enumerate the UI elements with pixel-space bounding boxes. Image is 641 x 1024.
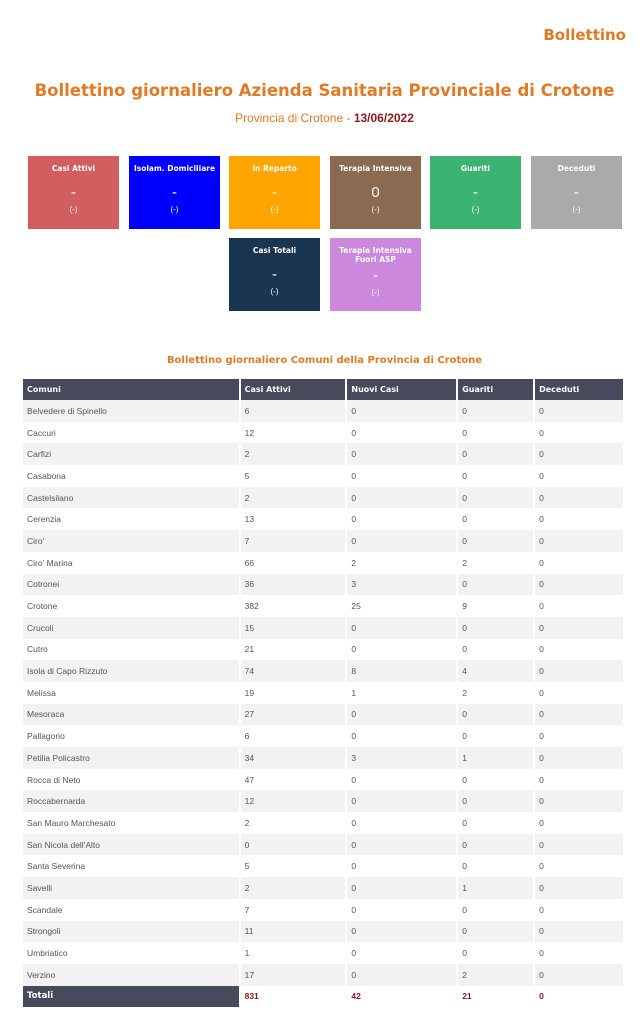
table-cell: 0 <box>534 508 624 530</box>
table-row <box>23 465 624 487</box>
table-cell: 0 <box>346 704 457 726</box>
table-cell: 0 <box>534 921 624 943</box>
table-row <box>23 921 624 943</box>
table-cell: 0 <box>534 530 624 552</box>
table-cell: 0 <box>457 639 534 661</box>
table-cell: 1 <box>457 747 534 769</box>
table-row <box>23 790 624 812</box>
table-cell: 0 <box>346 790 457 812</box>
bulletin-date: 13/06/2022 <box>353 111 414 125</box>
comune-name-cell: Casabona <box>23 465 240 487</box>
table-cell: 17 <box>240 964 347 986</box>
comune-name-cell: Castelsilano <box>23 487 240 509</box>
table-cell: 0 <box>346 877 457 899</box>
comune-name-cell: Umbriatico <box>23 942 240 964</box>
totals-row <box>23 986 624 1007</box>
table-cell: 6 <box>240 400 347 422</box>
totals-cell: 21 <box>457 986 534 1007</box>
table-cell: 0 <box>346 465 457 487</box>
table-cell: 2 <box>240 443 347 465</box>
table-cell: 0 <box>534 812 624 834</box>
page-title: Bollettino giornaliero Azienda Sanitaria Provinciale di Crotone <box>34 81 615 100</box>
column-header: Guariti <box>457 379 534 400</box>
table-cell: 0 <box>457 704 534 726</box>
comune-name-cell: Crotone <box>23 595 240 617</box>
card-label: Casi Totali <box>252 246 297 255</box>
card-value: - <box>71 184 76 201</box>
table-row <box>23 725 624 747</box>
table-row <box>23 704 624 726</box>
table-cell: 1 <box>457 877 534 899</box>
table-cell: 0 <box>534 899 624 921</box>
comune-name-cell: Santa Severina <box>23 855 240 877</box>
table-cell: 19 <box>240 682 347 704</box>
card-sub: (-) <box>170 205 179 214</box>
comune-name-cell: Roccabernarda <box>23 790 240 812</box>
table-cell: 11 <box>240 921 347 943</box>
comuni-table <box>23 379 625 1007</box>
table-cell: 0 <box>457 508 534 530</box>
comune-name-cell: Scandale <box>23 899 240 921</box>
comune-name-cell: Mesoraca <box>23 704 240 726</box>
table-cell: 0 <box>346 812 457 834</box>
table-cell: 0 <box>346 508 457 530</box>
comune-name-cell: Cerenzia <box>23 508 240 530</box>
province-label: Provincia di Crotone <box>235 111 344 125</box>
table-cell: 34 <box>240 747 347 769</box>
table-cell: 0 <box>346 964 457 986</box>
comune-name-cell: San Mauro Marchesato <box>23 812 240 834</box>
table-cell: 0 <box>534 574 624 596</box>
table-cell: 0 <box>534 552 624 574</box>
card-value: - <box>272 184 277 201</box>
card-label: Casi Attivi <box>51 164 96 173</box>
card-label: Terapia Intensiva Fuori ASP <box>339 246 412 264</box>
table-cell: 0 <box>346 443 457 465</box>
table-row <box>23 443 624 465</box>
table-cell: 0 <box>457 617 534 639</box>
comune-name-cell: San Nicola dell'Alto <box>23 834 240 856</box>
table-cell: 0 <box>534 465 624 487</box>
table-cell: 0 <box>457 942 534 964</box>
table-cell: 36 <box>240 574 347 596</box>
table-header-row <box>23 379 624 400</box>
table-cell: 0 <box>534 855 624 877</box>
card-guariti <box>430 156 521 229</box>
table-cell: 9 <box>457 595 534 617</box>
subtitle <box>0 111 641 125</box>
table-cell: 0 <box>457 790 534 812</box>
table-cell: 0 <box>534 487 624 509</box>
card-casi-attivi <box>28 156 119 229</box>
card-sub: (-) <box>371 288 380 297</box>
card-terapia-intensiva <box>330 156 421 229</box>
table-row <box>23 400 624 422</box>
table-row <box>23 834 624 856</box>
table-cell: 13 <box>240 508 347 530</box>
table-cell: 66 <box>240 552 347 574</box>
table-cell: 5 <box>240 465 347 487</box>
table-cell: 0 <box>457 443 534 465</box>
comune-name-cell: Crucoli <box>23 617 240 639</box>
card-sub: (-) <box>270 205 279 214</box>
column-header: Nuovi Casi <box>346 379 457 400</box>
table-cell: 74 <box>240 660 347 682</box>
table-cell: 0 <box>346 855 457 877</box>
table-cell: 0 <box>457 400 534 422</box>
table-row <box>23 899 624 921</box>
table-cell: 2 <box>457 964 534 986</box>
table-cell: 0 <box>346 422 457 444</box>
table-cell: 0 <box>457 574 534 596</box>
table-cell: 0 <box>346 921 457 943</box>
table-cell: 3 <box>346 747 457 769</box>
table-cell: 2 <box>240 877 347 899</box>
table-cell: 0 <box>534 660 624 682</box>
table-cell: 7 <box>240 899 347 921</box>
table-cell: 0 <box>534 942 624 964</box>
table-cell: 0 <box>346 769 457 791</box>
table-row <box>23 747 624 769</box>
table-cell: 0 <box>346 725 457 747</box>
table-cell: 2 <box>457 552 534 574</box>
table-cell: 0 <box>534 639 624 661</box>
table-cell: 0 <box>534 877 624 899</box>
card-value: - <box>574 184 579 201</box>
table-cell: 47 <box>240 769 347 791</box>
table-cell: 0 <box>346 530 457 552</box>
table-cell: 2 <box>457 682 534 704</box>
table-row <box>23 769 624 791</box>
table-cell: 5 <box>240 855 347 877</box>
table-cell: 0 <box>534 595 624 617</box>
comune-name-cell: Ciro' <box>23 530 240 552</box>
table-row <box>23 422 624 444</box>
card-label: Guariti <box>461 164 490 173</box>
card-value: - <box>172 184 177 201</box>
card-label: Deceduti <box>557 164 596 173</box>
table-row <box>23 487 624 509</box>
table-row <box>23 964 624 986</box>
table-cell: 0 <box>346 487 457 509</box>
table-cell: 0 <box>457 725 534 747</box>
card-label: Isolam. Domiciliare <box>133 164 216 173</box>
table-row <box>23 595 624 617</box>
card-value: - <box>373 267 378 284</box>
table-cell: 0 <box>457 465 534 487</box>
comune-name-cell: Cutro <box>23 639 240 661</box>
table-cell: 12 <box>240 422 347 444</box>
table-cell: 0 <box>534 400 624 422</box>
table-cell: 6 <box>240 725 347 747</box>
column-header: Casi Attivi <box>240 379 347 400</box>
totals-label: Totali <box>23 986 240 1007</box>
table-cell: 0 <box>346 400 457 422</box>
comune-name-cell: Ciro' Marina <box>23 552 240 574</box>
table-body <box>23 400 624 986</box>
comune-name-cell: Petilia Policastro <box>23 747 240 769</box>
comune-name-cell: Isola di Capo Rizzuto <box>23 660 240 682</box>
comune-name-cell: Verzino <box>23 964 240 986</box>
table-cell: 0 <box>534 769 624 791</box>
table-cell: 3 <box>346 574 457 596</box>
card-sub: (-) <box>471 205 480 214</box>
table-cell: 0 <box>457 921 534 943</box>
table-cell: 0 <box>457 422 534 444</box>
table-cell: 0 <box>457 834 534 856</box>
table-cell: 0 <box>346 942 457 964</box>
card-in-reparto <box>229 156 320 229</box>
card-sub: (-) <box>572 205 581 214</box>
table-row <box>23 942 624 964</box>
table-cell: 2 <box>346 552 457 574</box>
table-cell: 27 <box>240 704 347 726</box>
card-sub: (-) <box>69 205 78 214</box>
card-value: - <box>473 184 478 201</box>
table-cell: 0 <box>534 964 624 986</box>
table-row <box>23 660 624 682</box>
table-cell: 7 <box>240 530 347 552</box>
card-sub: (-) <box>270 287 279 296</box>
card-value: 0 <box>371 184 380 201</box>
card-isolamento-domiciliare <box>129 156 220 229</box>
table-cell: 0 <box>346 639 457 661</box>
comune-name-cell: Pallagorio <box>23 725 240 747</box>
table-cell: 1 <box>346 682 457 704</box>
comune-name-cell: Savelli <box>23 877 240 899</box>
table-row <box>23 508 624 530</box>
table-cell: 0 <box>457 812 534 834</box>
table-cell: 382 <box>240 595 347 617</box>
card-deceduti <box>531 156 622 229</box>
comune-name-cell: Belvedere di Spinello <box>23 400 240 422</box>
table-row <box>23 574 624 596</box>
table-cell: 0 <box>457 855 534 877</box>
table-cell: 0 <box>346 899 457 921</box>
table-row <box>23 530 624 552</box>
table-cell: 0 <box>346 617 457 639</box>
subtitle-separator: - <box>343 111 354 125</box>
table-row <box>23 639 624 661</box>
table-cell: 2 <box>240 812 347 834</box>
table-cell: 0 <box>534 704 624 726</box>
table-cell: 2 <box>240 487 347 509</box>
section-title: Bollettino giornaliero Comuni della Provincia di Crotone <box>166 355 483 366</box>
table-cell: 0 <box>457 530 534 552</box>
comune-name-cell: Melissa <box>23 682 240 704</box>
table-row <box>23 877 624 899</box>
card-value: - <box>272 266 277 283</box>
comune-name-cell: Carfizi <box>23 443 240 465</box>
table-cell: 1 <box>240 942 347 964</box>
table-cell: 12 <box>240 790 347 812</box>
card-sub: (-) <box>371 205 380 214</box>
table-cell: 25 <box>346 595 457 617</box>
table-cell: 0 <box>534 443 624 465</box>
comune-name-cell: Cotronei <box>23 574 240 596</box>
table-cell: 8 <box>346 660 457 682</box>
table-cell: 0 <box>534 682 624 704</box>
totals-cell: 42 <box>346 986 457 1007</box>
table-row <box>23 855 624 877</box>
comune-name-cell: Strongoli <box>23 921 240 943</box>
column-header: Comuni <box>23 379 240 400</box>
table-cell: 0 <box>534 725 624 747</box>
table-cell: 0 <box>457 769 534 791</box>
table-cell: 0 <box>534 747 624 769</box>
page-heading: Bollettino <box>543 26 626 44</box>
table-cell: 15 <box>240 617 347 639</box>
table-row <box>23 552 624 574</box>
table-cell: 0 <box>534 617 624 639</box>
table-cell: 0 <box>457 899 534 921</box>
comune-name-cell: Caccuri <box>23 422 240 444</box>
comune-name-cell: Rocca di Neto <box>23 769 240 791</box>
table-row <box>23 617 624 639</box>
table-cell: 0 <box>534 422 624 444</box>
table-row <box>23 682 624 704</box>
table-cell: 0 <box>457 487 534 509</box>
card-terapia-intensiva-fuori-asp <box>330 238 421 311</box>
table-cell: 0 <box>346 834 457 856</box>
table-cell: 0 <box>240 834 347 856</box>
totals-cell: 0 <box>534 986 624 1007</box>
table-row <box>23 812 624 834</box>
card-label: In Reparto <box>252 164 297 173</box>
card-casi-totali <box>229 238 320 311</box>
table-cell: 21 <box>240 639 347 661</box>
table-cell: 0 <box>534 790 624 812</box>
totals-cell: 831 <box>240 986 347 1007</box>
card-label: Terapia Intensiva <box>339 164 412 173</box>
table-cell: 0 <box>534 834 624 856</box>
column-header: Deceduti <box>534 379 624 400</box>
table-cell: 4 <box>457 660 534 682</box>
